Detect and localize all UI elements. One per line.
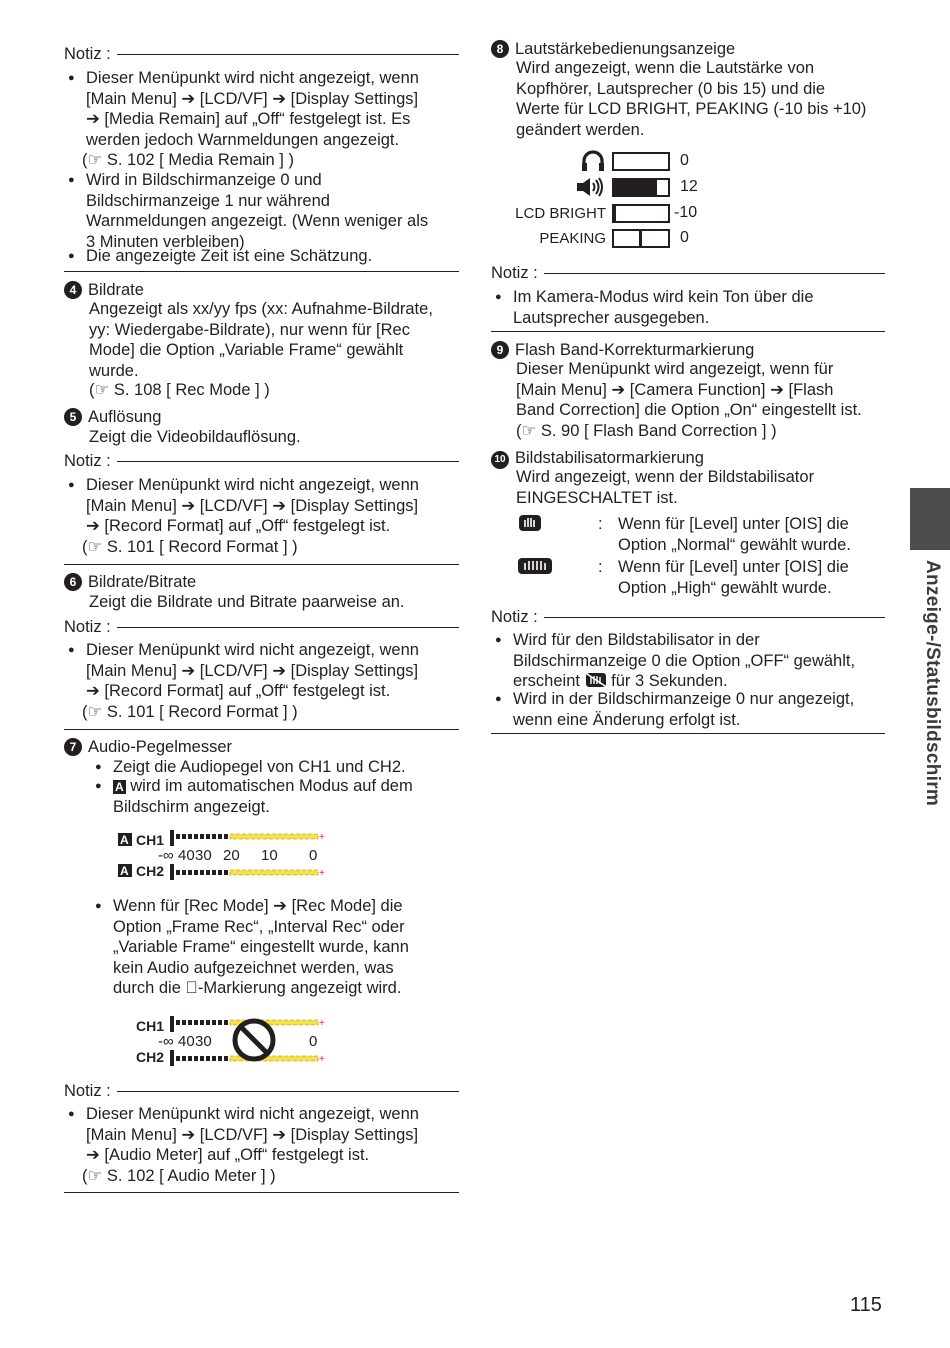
note-bullet: ● Dieser Menüpunkt wird nicht angezeigt, wenn [Main Menu] ➔ [LCD/VF] ➔ [Display Settings] ➔ [Audio Meter] auf „Off“ festgelegt ist.	[64, 1104, 486, 1166]
divider	[491, 733, 885, 734]
colon: :	[598, 515, 603, 533]
lcd-bright-value: -10	[674, 204, 698, 221]
note-bullet: ● Zeigt die Audiopegel von CH1 und CH2.	[91, 757, 483, 778]
svg-text:30: 30	[195, 1033, 212, 1050]
section-title: 9 Flash Band-Korrekturmarkierung	[491, 340, 754, 361]
section-body: Wird angezeigt, wenn der Bildstabilisator EINGESCHALTET ist.	[516, 468, 815, 507]
lcd-bright-label: LCD BRIGHT	[515, 205, 606, 222]
page-number: 115	[850, 1294, 882, 1316]
number-badge: 10	[491, 451, 509, 469]
headphone-level-bar	[612, 152, 670, 171]
ois-normal-icon	[518, 514, 542, 532]
section-title: 4 Bildrate	[64, 280, 144, 301]
chapter-tab	[910, 488, 950, 550]
note-bullet: ● Wird in Bildschirmanzeige 0 und Bildschirmanzeige 1 nur während Warnmeldungen angezeigt. (Wenn weniger als 3 Minuten verbleiben)	[64, 170, 486, 252]
headphone-value: 0	[680, 152, 689, 169]
ch1-level-bar	[176, 832, 325, 843]
lcd-bright-level-bar	[612, 204, 670, 223]
scale-label: 30	[195, 847, 212, 864]
number-badge: 6	[64, 573, 82, 591]
scale-label: -∞	[158, 847, 174, 864]
speaker-level-fill	[614, 180, 657, 195]
ch2-label: CH2	[136, 1049, 165, 1065]
ois-normal-desc: Wenn für [Level] unter [OIS] die Option „Normal“ gewählt wurde.	[618, 515, 851, 554]
scale-label: 0	[309, 847, 318, 864]
scale-label: 10	[261, 847, 278, 864]
peaking-level-bar	[612, 229, 670, 248]
note-bullet: ● Wird in der Bildschirmanzeige 0 nur angezeigt, wenn eine Änderung erfolgt ist.	[491, 689, 913, 730]
chapter-title: Anzeige-/Statusbildschirm	[922, 560, 943, 807]
ois-high-desc: Wenn für [Level] unter [OIS] die Option „High“ gewählt wurde.	[618, 558, 849, 597]
note-bullet: ● Wenn für [Rec Mode] ➔ [Rec Mode] die Option „Frame Rec“, „Interval Rec“ oder „Variable Frame“ eingestellt wurde, kann kein Audio aufgezeichnet werden, was durch die ⃠-Markierung angezeigt wird.	[91, 896, 483, 999]
scale-label: 20	[223, 847, 240, 864]
note-header: Notiz :	[64, 451, 459, 472]
section-body: Angezeigt als xx/yy fps (xx: Aufnahme-Bildrate, yy: Wiedergabe-Bildrate), nur wenn für [Rec Mode] die Option „Variable Frame“ gewählt wurde.	[89, 300, 433, 380]
headphone-icon	[580, 150, 606, 172]
note-bullet: ● Dieser Menüpunkt wird nicht angezeigt, wenn [Main Menu] ➔ [LCD/VF] ➔ [Display Settings] ➔ [Record Format] auf „Off“ festgelegt ist.	[64, 475, 486, 537]
note-header: Notiz :	[64, 44, 459, 65]
svg-text:+: +	[319, 1018, 325, 1029]
section-body: Dieser Menüpunkt wird angezeigt, wenn für [Main Menu] ➔ [Camera Function] ➔ [Flash Band Correction] die Option „On“ eingestellt ist.	[516, 360, 862, 419]
divider	[64, 729, 459, 730]
auto-mode-icon: A	[115, 780, 124, 794]
note-bullet: ● A wird im automatischen Modus auf dem Bildschirm angezeigt.	[91, 776, 483, 817]
section-title: 7 Audio-Pegelmesser	[64, 737, 232, 758]
audio-level-meter	[116, 826, 336, 884]
note-bullet: ● Wird für den Bildstabilisator in der Bildschirmanzeige 0 die Option „OFF“ gewählt, erscheint für 3 Sekunden.	[491, 630, 913, 692]
ois-off-icon	[585, 672, 607, 688]
divider	[64, 271, 459, 272]
speaker-value: 12	[680, 178, 698, 195]
page-reference: (☞ S. 108 [ Rec Mode ] )	[89, 381, 270, 399]
note-bullet: ● Die angezeigte Zeit ist eine Schätzung.	[64, 246, 486, 267]
number-badge: 7	[64, 738, 82, 756]
ois-high-icon	[517, 557, 553, 575]
section-title: 8 Lautstärkebedienungsanzeige	[491, 39, 735, 60]
ch1-label: CH1	[136, 832, 165, 848]
svg-text:-∞: -∞	[158, 1033, 174, 1050]
audio-meter-no-audio	[116, 1012, 336, 1070]
ch2-label: CH2	[136, 863, 165, 879]
note-header: Notiz :	[491, 263, 885, 284]
section-body: Zeigt die Videobildauflösung.	[89, 428, 301, 446]
section-title: 5 Auflösung	[64, 407, 161, 428]
page-reference: (☞ S. 101 [ Record Format ] )	[82, 703, 298, 721]
note-bullet: ● Dieser Menüpunkt wird nicht angezeigt, wenn [Main Menu] ➔ [LCD/VF] ➔ [Display Settings] ➔ [Record Format] auf „Off“ festgelegt ist.	[64, 640, 486, 702]
svg-text:0: 0	[309, 1033, 318, 1050]
page-reference: (☞ S. 101 [ Record Format ] )	[82, 538, 298, 556]
svg-text:A: A	[120, 833, 129, 847]
speaker-level-bar	[612, 178, 670, 197]
page-reference: (☞ S. 102 [ Media Remain ] )	[82, 151, 294, 169]
section-title: 6 Bildrate/Bitrate	[64, 572, 196, 593]
number-badge: 8	[491, 40, 509, 58]
section-body: Zeigt die Bildrate und Bitrate paarweise an.	[89, 593, 405, 611]
note-header: Notiz :	[64, 617, 459, 638]
ch2-level-bar	[176, 868, 325, 879]
peaking-label: PEAKING	[539, 230, 606, 247]
note-bullet: ● Dieser Menüpunkt wird nicht angezeigt, wenn [Main Menu] ➔ [LCD/VF] ➔ [Display Settings] ➔ [Media Remain] auf „Off“ festgelegt ist. Es werden jedoch Warnmeldungen angezeigt.	[64, 68, 486, 150]
note-bullet: ● Im Kamera-Modus wird kein Ton über die Lautsprecher ausgegeben.	[491, 287, 913, 328]
colon: :	[598, 558, 603, 576]
scale-label: 40	[178, 847, 195, 864]
note-header: Notiz :	[491, 607, 885, 628]
note-header: Notiz :	[64, 1081, 459, 1102]
no-audio-icon	[235, 1021, 273, 1059]
svg-text:40: 40	[178, 1033, 195, 1050]
page-reference: (☞ S. 102 [ Audio Meter ] )	[82, 1167, 276, 1185]
number-badge: 5	[64, 408, 82, 426]
svg-text:+: +	[319, 868, 325, 879]
page-reference: (☞ S. 90 [ Flash Band Correction ] )	[516, 422, 777, 440]
divider	[491, 331, 885, 332]
svg-text:+: +	[319, 832, 325, 843]
speaker-icon	[575, 176, 607, 198]
ch1-label: CH1	[136, 1018, 165, 1034]
svg-text:+: +	[319, 1054, 325, 1065]
svg-text:A: A	[120, 864, 129, 878]
section-body: Wird angezeigt, wenn die Lautstärke von Kopfhörer, Lautsprecher (0 bis 15) und die Werte für LCD BRIGHT, PEAKING (-10 bis +10) geändert werden.	[516, 59, 867, 139]
section-title: 10 Bildstabilisatormarkierung	[491, 448, 704, 469]
number-badge: 4	[64, 281, 82, 299]
peaking-value: 0	[680, 229, 689, 246]
divider	[64, 564, 459, 565]
divider	[64, 1192, 459, 1193]
number-badge: 9	[491, 341, 509, 359]
